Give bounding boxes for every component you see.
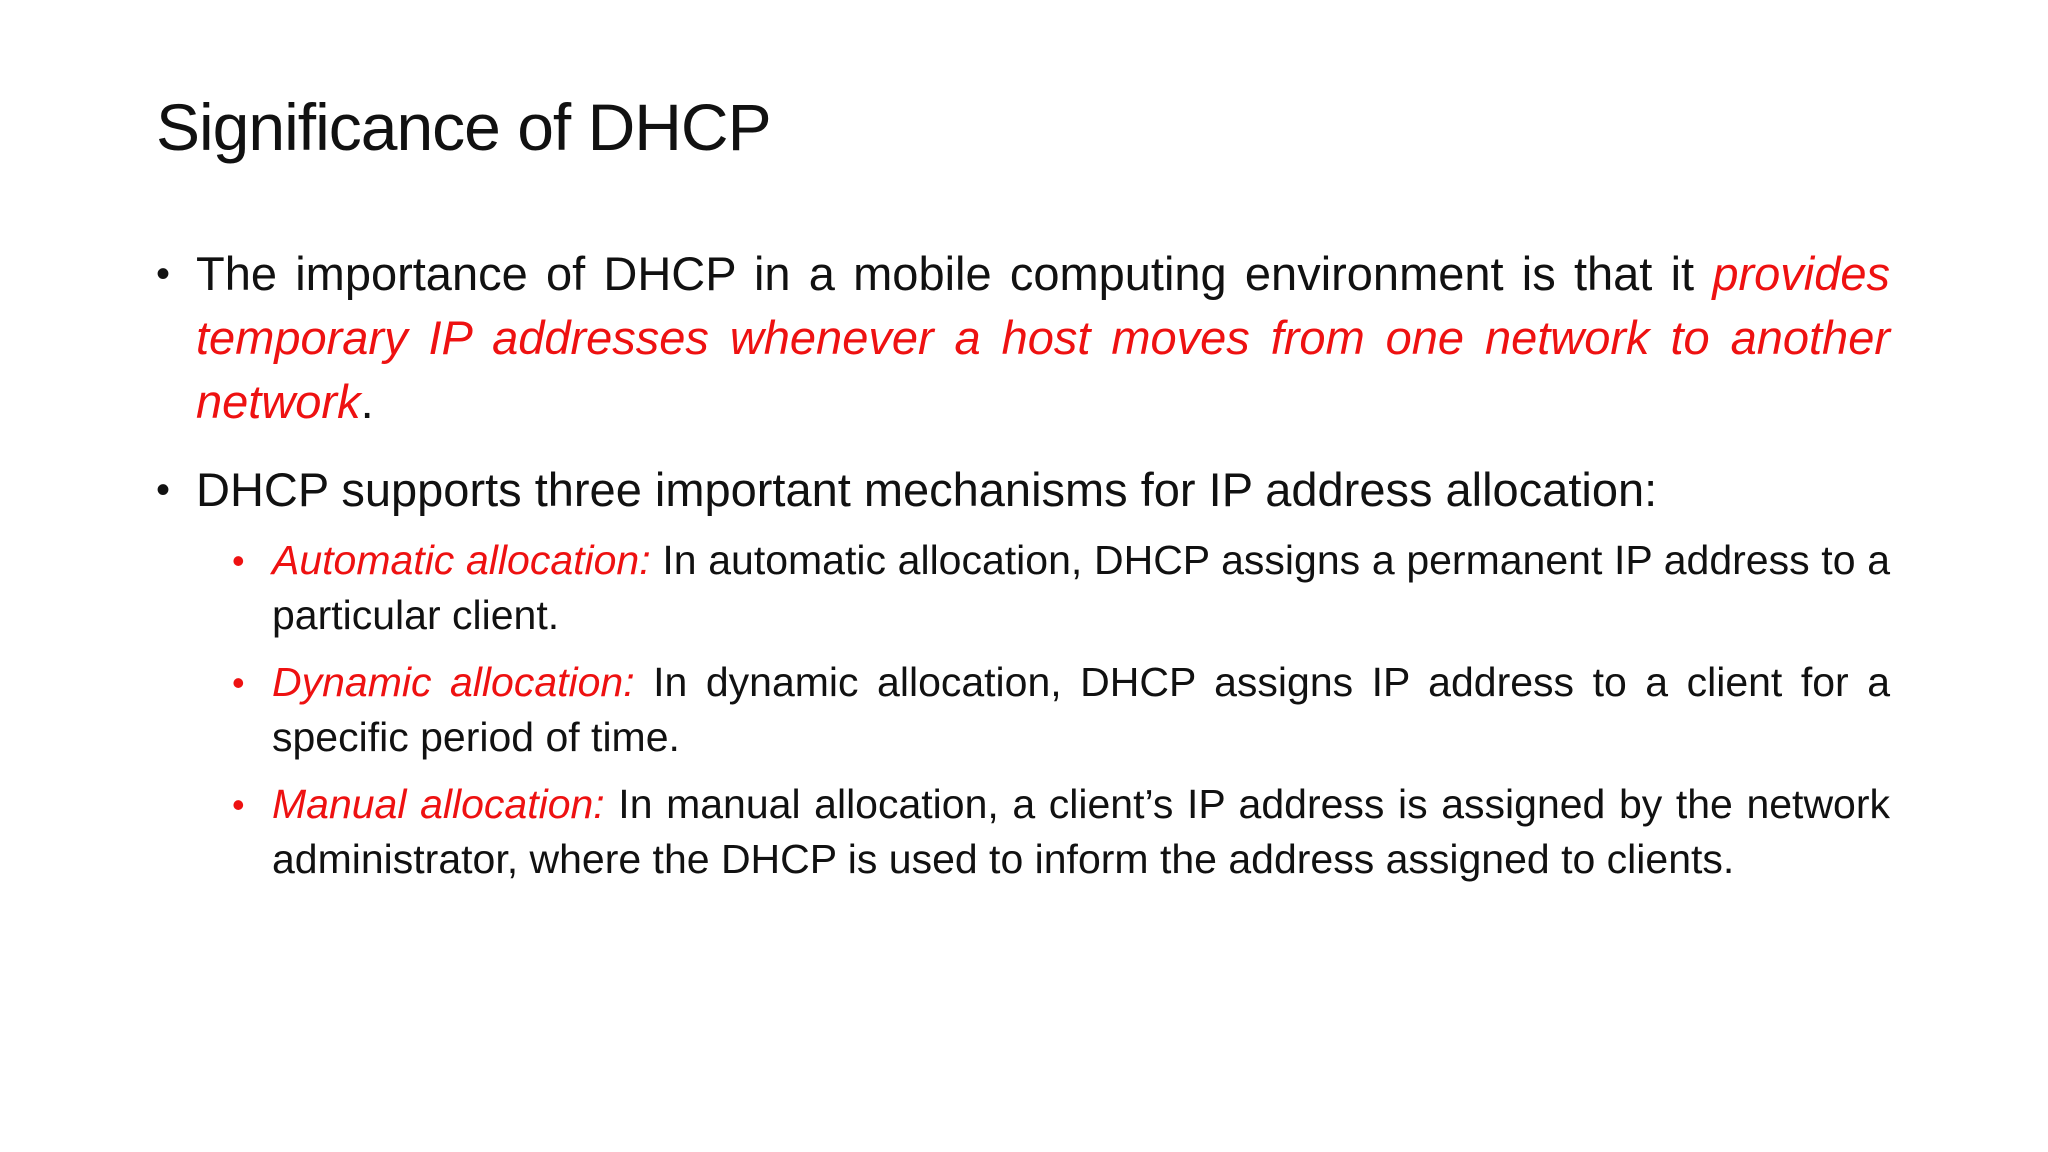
sub-bullet-text: In manual allocation, a client’s IP address is assigned by the network administrator, where the DHCP is used to inform the address assigned to clients.	[272, 781, 1891, 882]
sub-bullet-text: In automatic allocation, DHCP assigns a permanent IP address to a particular client.	[272, 537, 1890, 638]
bullet-text: DHCP supports three important mechanisms for IP address allocation:	[196, 463, 1658, 516]
sub-bullet-dot-icon: •	[232, 662, 245, 703]
sub-bullet-automatic-allocation	[232, 533, 1890, 643]
bullet-text-end: .	[360, 375, 374, 428]
sub-bullet-dynamic-allocation	[232, 655, 1890, 765]
sub-bullet-label: Automatic allocation:	[272, 537, 651, 583]
sub-bullet-dot-icon: •	[232, 784, 245, 825]
highlighted-phrase: provides temporary IP addresses whenever a host moves from one network to another network	[196, 247, 1890, 428]
slide-title: Significance of DHCP	[156, 90, 771, 164]
sub-bullet-manual-allocation	[232, 777, 1891, 887]
sub-bullet-text: In dynamic allocation, DHCP assigns IP address to a client for a specific period of time.	[272, 659, 1890, 760]
sub-bullet-dot-icon: •	[232, 540, 245, 581]
bullet-dhcp-mechanisms	[156, 458, 1890, 522]
bullet-dhcp-importance	[156, 242, 1890, 434]
bullet-dot-icon: •	[156, 468, 171, 512]
bullet-dot-icon: •	[156, 252, 171, 296]
sub-bullet-label: Manual allocation:	[272, 781, 605, 827]
sub-bullet-label: Dynamic allocation:	[272, 659, 635, 705]
bullet-text: The importance of DHCP in a mobile computing environment is that it	[196, 247, 1713, 300]
